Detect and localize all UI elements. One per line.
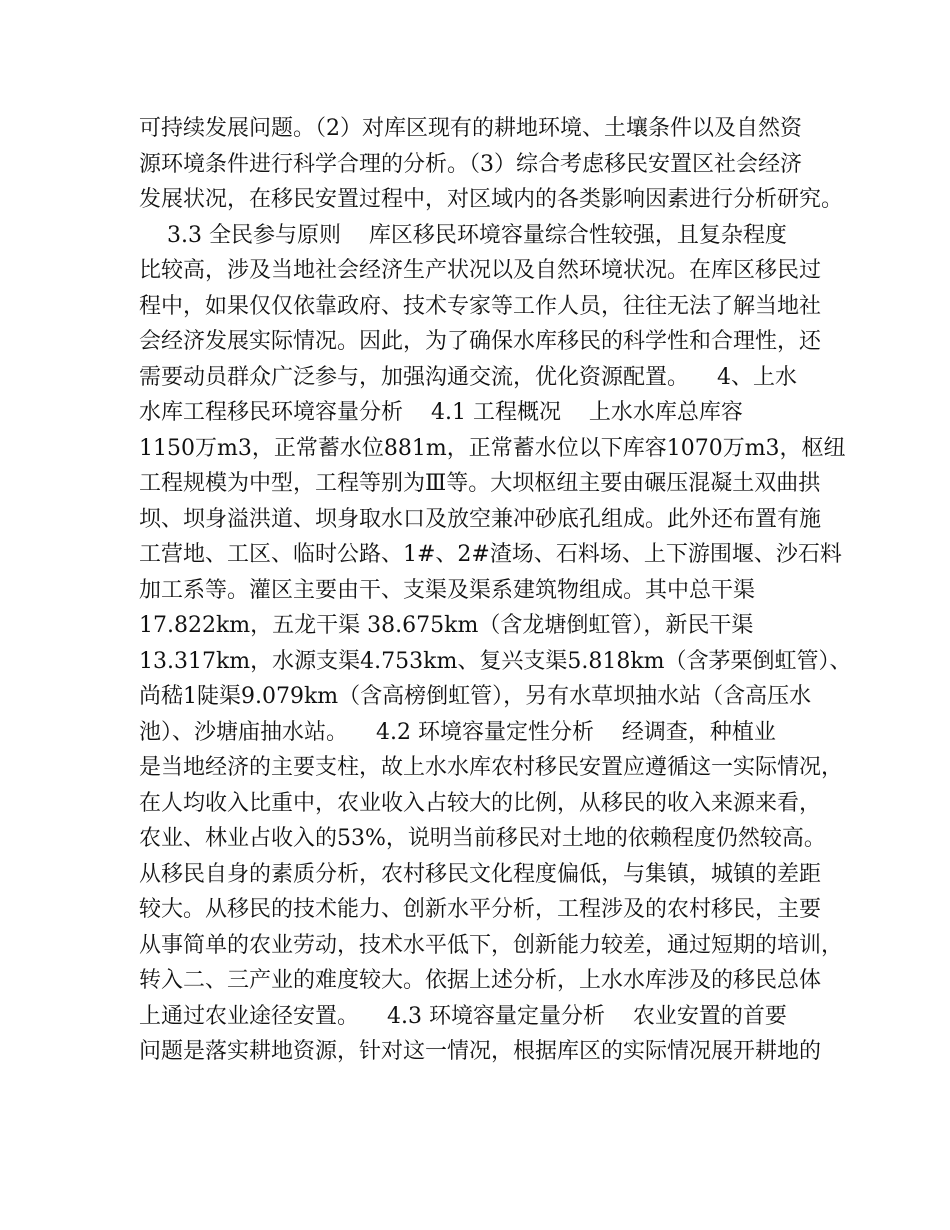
text-line: 转入二、三产业的难度较大。依据上述分析，上水水库涉及的移民总体 bbox=[139, 968, 822, 993]
text-line: 比较高，涉及当地社会经济生产状况以及自然环境状况。在库区移民过 bbox=[139, 258, 822, 283]
text-line: 在人均收入比重中，农业收入占较大的比例，从移民的收入来源来看， bbox=[139, 790, 822, 816]
text-line: 发展状况，在移民安置过程中，对区域内的各类影响因素进行分析研究。 bbox=[139, 187, 844, 212]
text-line: 3.3 全民参与原则 库区移民环境容量综合性较强，且复杂程度 bbox=[139, 222, 787, 248]
text-line: 坝、坝身溢洪道、坝身取水口及放空兼冲砂底孔组成。此外还布置有施 bbox=[139, 506, 822, 532]
text-line: 程中，如果仅仅依靠政府、技术专家等工作人员，往往无法了解当地社 bbox=[139, 293, 822, 319]
text-line: 工营地、工区、临时公路、1#、2#渣场、石料场、上下游围堰、沙石料 bbox=[139, 542, 842, 567]
text-line: 尚嵇1陡渠9.079km（含高榜倒虹管），另有水草坝抽水站（含高压水 bbox=[139, 684, 812, 709]
text-line: 池）、沙塘庙抽水站。 4.2 环境容量定性分析 经调查，种植业 bbox=[139, 719, 776, 745]
text-line: 可持续发展问题。（2）对库区现有的耕地环境、土壤条件以及自然资 bbox=[139, 116, 802, 141]
text-line: 水库工程移民环境容量分析 4.1 工程概况 上水水库总库容 bbox=[139, 400, 743, 425]
text-line: 是当地经济的主要支柱，故上水水库农村移民安置应遵循这一实际情况， bbox=[139, 755, 844, 780]
text-line: 从移民自身的素质分析，农村移民文化程度偏低，与集镇，城镇的差距 bbox=[139, 861, 822, 887]
text-line: 1150万m3，正常蓄水位881m，正常蓄水位以下库容1070万m3，枢纽 bbox=[139, 435, 846, 461]
body-text bbox=[139, 111, 852, 1070]
text-line: 会经济发展实际情况。因此，为了确保水库移民的科学性和合理性，还 bbox=[139, 329, 822, 354]
text-line: 上通过农业途径安置。 4.3 环境容量定量分析 农业安置的首要 bbox=[139, 1003, 787, 1029]
text-line: 工程规模为中型，工程等别为Ⅲ等。大坝枢纽主要由碾压混凝土双曲拱 bbox=[139, 471, 821, 496]
text-line: 较大。从移民的技术能力、创新水平分析，工程涉及的农村移民，主要 bbox=[139, 897, 822, 922]
text-line: 从事简单的农业劳动，技术水平低下，创新能力较差，通过短期的培训， bbox=[139, 932, 844, 958]
text-line: 13.317km，水源支渠4.753km、复兴支渠5.818km（含茅栗倒虹管）、 bbox=[139, 648, 852, 674]
text-line: 源环境条件进行科学合理的分析。（3）综合考虑移民安置区社会经济 bbox=[139, 151, 802, 177]
text-line: 加工系等。灌区主要由干、支渠及渠系建筑物组成。其中总干渠 bbox=[139, 577, 756, 603]
text-line: 问题是落实耕地资源，针对这一情况，根据库区的实际情况展开耕地的 bbox=[139, 1039, 822, 1064]
text-line: 农业、林业占收入的53%，说明当前移民对土地的依赖程度仍然较高。 bbox=[139, 826, 826, 851]
text-line: 需要动员群众广泛参与，加强沟通交流，优化资源配置。 4、上水 bbox=[139, 364, 797, 390]
text-line: 17.822km，五龙干渠 38.675km（含龙塘倒虹管），新民干渠 bbox=[139, 613, 754, 638]
